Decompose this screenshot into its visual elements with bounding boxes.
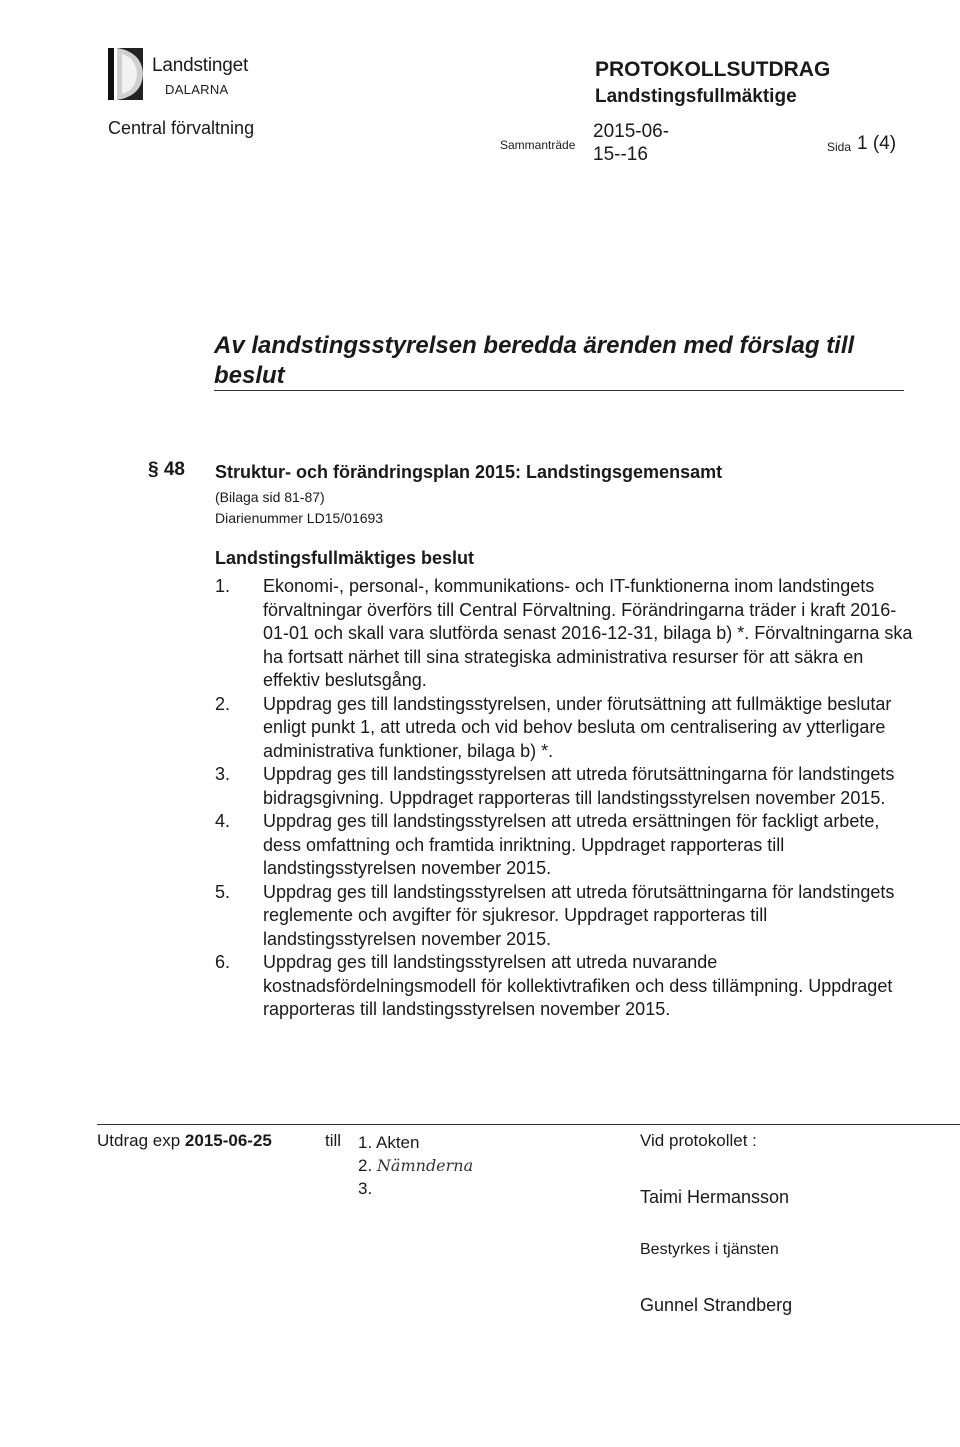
decision-number: 1. xyxy=(215,576,231,596)
decision-number: 4. xyxy=(215,811,231,831)
decision-text: Ekonomi-, personal-, kommunikations- och IT-funktionerna inom landstingets förvaltningar överförs till Central Förvaltning. Förändringarna träder i kraft 2016-01-01 och skall vara slutförda senast 2016-12-31, bilaga b) *. Förvaltningarna ska ha fortsatt närhet till sina strategiska administrativa resurser för att säkra en effektiv beslutsgång. xyxy=(263,576,913,690)
distribution-number: 1. xyxy=(358,1133,373,1152)
distribution-list xyxy=(358,1131,473,1200)
distribution-number: 3. xyxy=(358,1179,373,1198)
distribution-item xyxy=(358,1177,473,1200)
decision-item xyxy=(215,951,915,1022)
secretary-name: Taimi Hermansson xyxy=(640,1187,790,1207)
till-label: till xyxy=(325,1131,342,1150)
extract-info xyxy=(97,1131,272,1151)
decision-item xyxy=(215,763,915,810)
distribution-item xyxy=(358,1154,473,1177)
decision-text: Uppdrag ges till landstingsstyrelsen, under förutsättning att fullmäktige beslutar enligt punkt 1, att utreda och vid behov besluta om centralisering av ytterligare administrativa funktioner, bilaga b) *. xyxy=(263,693,892,761)
section-divider xyxy=(214,390,904,391)
decision-text: Uppdrag ges till landstingsstyrelsen att utreda nuvarande kostnadsfördelningsmodell för kollektivtrafiken och dess tillämpning. Uppdraget rapporteras till landstingsstyrelsen november 2015. xyxy=(263,952,893,1019)
logo-name: Landstinget xyxy=(152,55,249,76)
attachment-reference: (Bilaga sid 81-87) xyxy=(215,489,325,505)
page-number: 1 (4) xyxy=(857,133,897,154)
assembly-name: Landstingsfullmäktige xyxy=(595,86,797,107)
page-label: Sida xyxy=(827,140,852,154)
extract-date: 2015-06-25 xyxy=(184,1131,272,1150)
certifier-name: Gunnel Strandberg xyxy=(640,1295,793,1315)
distribution-text: Akten xyxy=(375,1133,420,1152)
diary-number: Diarienummer LD15/01693 xyxy=(215,510,384,526)
decision-item xyxy=(215,810,915,881)
decision-item xyxy=(215,881,915,952)
paragraph-number: § 48 xyxy=(148,459,185,480)
distribution-handwritten: Nämnderna xyxy=(376,1156,474,1175)
meeting-date-line1: 2015-06- xyxy=(593,121,670,142)
certified-label: Bestyrkes i tjänsten xyxy=(640,1241,779,1258)
logo-subtitle: DALARNA xyxy=(165,82,229,97)
meeting-label: Sammanträde xyxy=(500,138,576,152)
department: Central förvaltning xyxy=(108,118,255,138)
decision-list xyxy=(215,575,915,1022)
item-title: Struktur- och förändringsplan 2015: Landstingsgemensamt xyxy=(215,462,723,482)
extract-label: Utdrag exp xyxy=(97,1131,181,1150)
meeting-date-line2: 15--16 xyxy=(593,144,648,165)
decision-text: Uppdrag ges till landstingsstyrelsen att utreda ersättningen för fackligt arbete, dess omfattning och framtida inriktning. Uppdraget rapporteras till landstingsstyrelsen november 2015. xyxy=(263,811,880,878)
distribution-item xyxy=(358,1131,473,1154)
decision-number: 2. xyxy=(215,693,231,714)
decision-text: Uppdrag ges till landstingsstyrelsen att utreda förutsättningarna för landstingets reglemente och avgifter för sjukresor. Uppdraget rapporteras till landstingsstyrelsen november 2015. xyxy=(263,881,895,949)
decision-number: 3. xyxy=(215,764,231,784)
decision-text: Uppdrag ges till landstingsstyrelsen att utreda förutsättningarna för landstingets bidragsgivning. Uppdraget rapporteras till landstingsstyrelsen november 2015. xyxy=(263,764,895,808)
landstinget-logo-icon xyxy=(108,48,148,100)
minutes-label: Vid protokollet : xyxy=(640,1131,757,1150)
decision-item xyxy=(215,693,915,764)
section-title: Av landstingsstyrelsen beredda ärenden med förslag till beslut xyxy=(214,332,855,389)
document-type: PROTOKOLLSUTDRAG xyxy=(595,58,831,81)
decision-number: 6. xyxy=(215,952,231,972)
distribution-number: 2. xyxy=(358,1156,373,1175)
decision-item xyxy=(215,575,915,693)
decision-number: 5. xyxy=(215,881,231,902)
footer-divider xyxy=(97,1124,960,1125)
decision-heading: Landstingsfullmäktiges beslut xyxy=(215,548,475,568)
